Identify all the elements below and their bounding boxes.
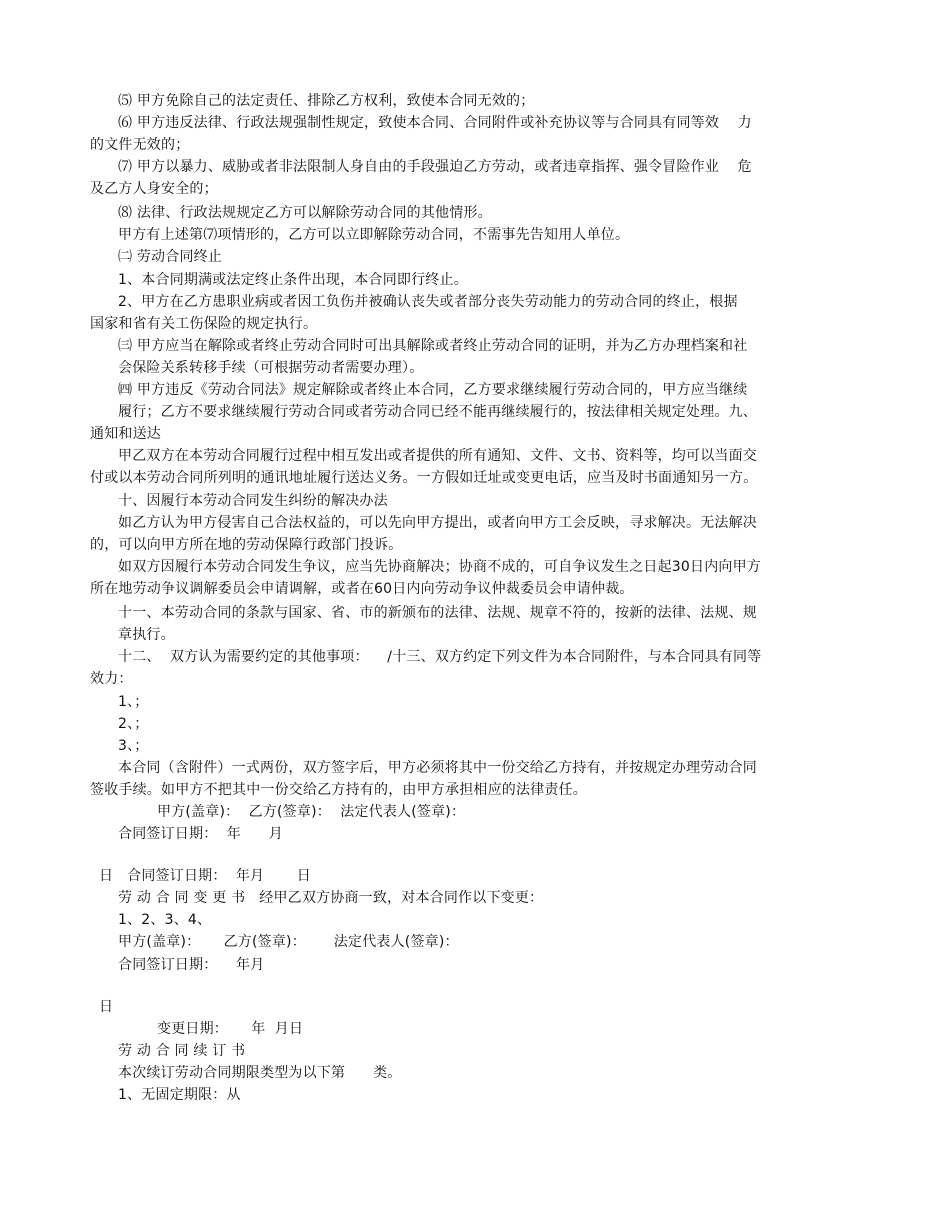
date-line: 合同签订日期： 年 月 (118, 826, 284, 842)
text-line: 如双方因履行本劳动合同发生争议，应当先协商解决；协商不成的，可自争议发生之日起30日内向甲方 (118, 559, 762, 575)
section-heading: 十、因履行本劳动合同发生纠纷的解决办法 (118, 493, 388, 509)
text-line: 会保险关系转移手续（可根据劳动者需要办理）。 (118, 360, 424, 376)
text-line: 的，可以向甲方所在地的劳动保障行政部门投诉。 (90, 537, 403, 553)
text-line: 1、无固定期限：从 (118, 1087, 241, 1103)
text-line: 效力： (90, 671, 133, 687)
text-line: ⑺ 甲方以暴力、威胁或者非法限制人身自由的手段强迫乙方劳动，或者违章指挥、强令冒险作业 危 (118, 159, 752, 175)
date-line: 合同签订日期： 年月 (118, 957, 265, 973)
section-heading: 劳 动 合 同 变 更 书 经甲乙双方协商一致，对本合同作以下变更： (118, 890, 544, 906)
text-line: 甲方有上述第⑺项情形的，乙方可以立即解除劳动合同，不需事先告知用人单位。 (118, 227, 630, 243)
list-item: 2、； (118, 716, 149, 732)
text-line: ⑻ 法律、行政法规规定乙方可以解除劳动合同的其他情形。 (118, 205, 492, 221)
text-line: 甲乙双方在本劳动合同履行过程中相互发出或者提供的所有通知、文件、文书、资料等，均可以当面交 (118, 448, 757, 464)
text-line: 本合同（含附件）一式两份，双方签字后，甲方必须将其中一份交给乙方持有，并按规定办理劳动合同 (118, 760, 757, 776)
date-line: 日 (99, 999, 114, 1015)
list-item: 1、2、3、4、 (118, 912, 212, 928)
text-line: ⑸ 甲方免除自己的法定责任、排除乙方权利，致使本合同无效的； (118, 93, 535, 109)
text-line: 签收手续。如甲方不把其中一份交给乙方持有的，由甲方承担相应的法律责任。 (90, 782, 587, 798)
section-heading: ㈡ 劳动合同终止 (118, 249, 223, 265)
text-line: 章执行。 (118, 627, 175, 643)
text-line: 国家和省有关工伤保险的规定执行。 (90, 316, 318, 332)
text-line: 十二、 双方认为需要约定的其他事项： /十三、双方约定下列文件为本合同附件，与本合同具有同等 (118, 649, 762, 665)
text-line: 及乙方人身安全的； (90, 181, 218, 197)
date-line: 变更日期： 年 月日 (157, 1021, 304, 1037)
signature-line: 甲方(盖章)： 乙方(签章)： 法定代表人(签章)： (118, 934, 459, 950)
text-line: ㈣ 甲方违反《劳动合同法》规定解除或者终止本合同，乙方要求继续履行劳动合同的，甲方应当继续 (118, 382, 748, 398)
text-line: 1、本合同期满或法定终止条件出现，本合同即行终止。 (118, 272, 468, 288)
text-line: 2、甲方在乙方患职业病或者因工负伤并被确认丧失或者部分丧失劳动能力的劳动合同的终止，根据 (118, 294, 738, 310)
text-line: 付或以本劳动合同所列明的通讯地址履行送达义务。一方假如迁址或变更电话，应当及时书面通知另一方。 (90, 470, 758, 486)
text-line: ⑹ 甲方违反法律、行政法规强制性规定，致使本合同、合同附件或补充协议等与合同具有同等效 力 (118, 115, 752, 131)
list-item: 3、； (118, 738, 149, 754)
date-line: 日 合同签订日期： 年月 日 (99, 868, 312, 884)
signature-line: 甲方(盖章)： 乙方(签章)： 法定代表人(签章)： (157, 804, 466, 820)
text-line: 的文件无效的； (90, 137, 190, 153)
text-line: 如乙方认为甲方侵害自己合法权益的，可以先向甲方提出，或者向甲方工会反映，寻求解决。无法解决 (118, 515, 757, 531)
section-heading: 劳 动 合 同 续 订 书 (118, 1043, 246, 1059)
text-line: 十一、本劳动合同的条款与国家、省、市的新颁布的法律、法规、规章不符的，按新的法律、法规、规 (118, 605, 757, 621)
text-line: 履行；乙方不要求继续履行劳动合同或者劳动合同已经不能再继续履行的，按法律相关规定处理。九、 (118, 404, 757, 420)
text-line: 所在地劳动争议调解委员会申请调解，或者在60日内向劳动争议仲裁委员会申请仲裁。 (90, 581, 634, 597)
list-item: 1、； (118, 694, 149, 710)
text-line: 通知和送达 (90, 426, 161, 442)
text-line: ㈢ 甲方应当在解除或者终止劳动合同时可出具解除或者终止劳动合同的证明，并为乙方办理档案和社 (118, 338, 748, 354)
text-line: 本次续订劳动合同期限类型为以下第 类。 (118, 1065, 402, 1081)
